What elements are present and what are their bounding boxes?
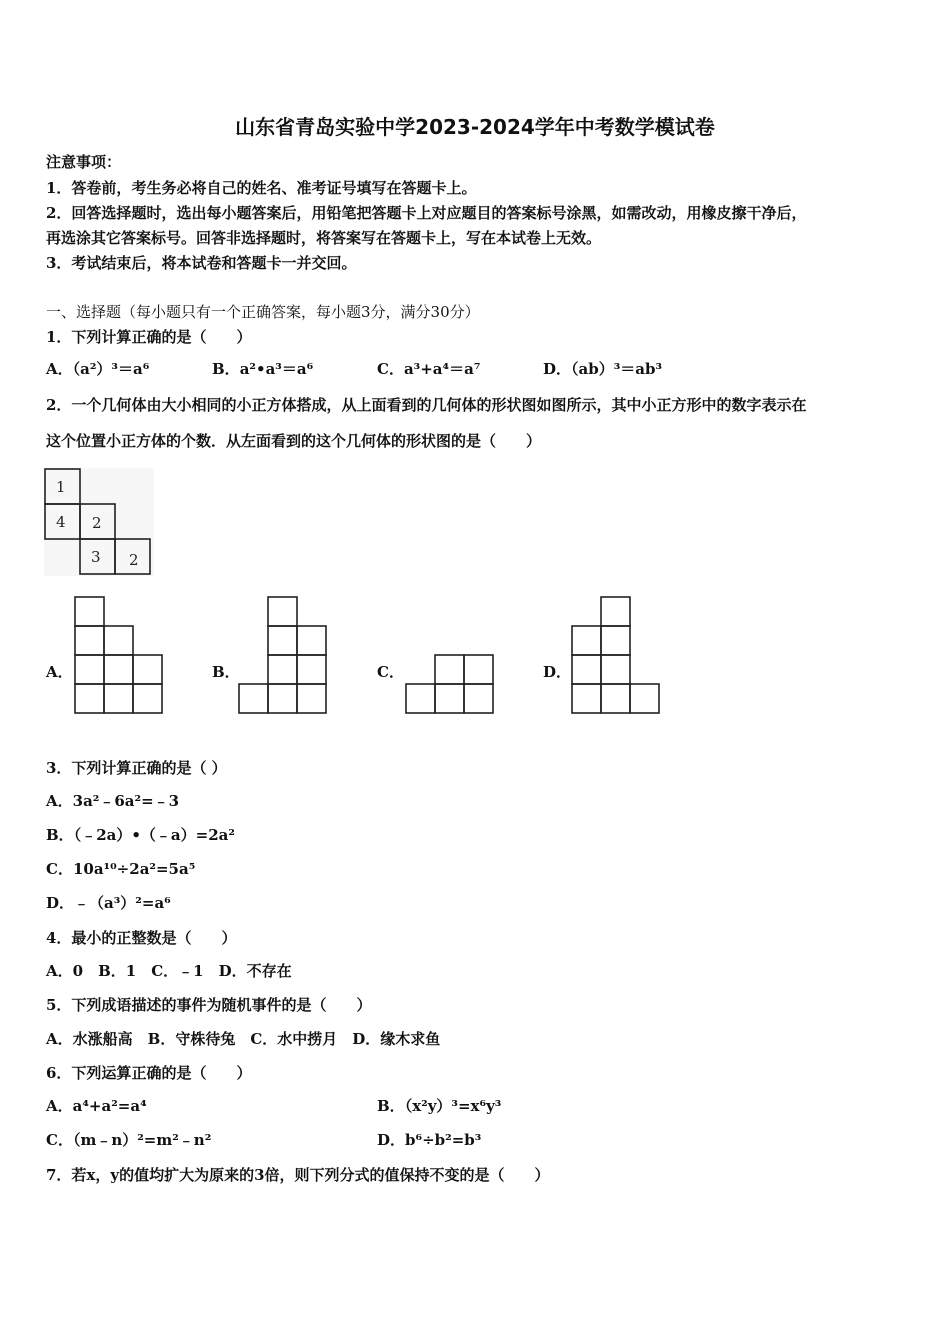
grid-cell	[75, 597, 104, 626]
grid-cell	[297, 684, 326, 713]
q6-option-a	[46, 1096, 147, 1116]
q2-option-b-figure	[236, 594, 330, 718]
grid-cell	[268, 684, 297, 713]
option-text: a³+a⁴＝a⁷	[403, 360, 481, 378]
q1-option-d	[543, 359, 662, 379]
question-stem: 4．最小的正整数是（ ）	[46, 929, 237, 947]
grid-cell	[268, 655, 297, 684]
cell-number: 1	[56, 478, 66, 496]
cell-number: 2	[129, 551, 139, 569]
top-view-figure	[44, 468, 156, 578]
grid-cell	[104, 684, 133, 713]
notes-item: 1．答卷前，考生务必将自己的姓名、准考证号填写在答题卡上。	[46, 179, 477, 197]
option-label: A．	[46, 1097, 73, 1115]
grid-cell	[104, 655, 133, 684]
option-text: a⁴+a²=a⁴	[72, 1097, 147, 1115]
option-text: a²•a³＝a⁶	[239, 360, 314, 378]
q6-option-b	[377, 1096, 501, 1116]
question-stem-cont: 这个位置小正方体的个数．从左面看到的这个几何体的形状图的是（ ）	[46, 432, 542, 450]
option-text: ﹣（a³）²=a⁶	[74, 894, 171, 912]
q1-option-a	[46, 359, 149, 379]
option-label: D．	[543, 360, 572, 378]
grid-cell	[297, 655, 326, 684]
q3-option-b	[46, 825, 235, 845]
q2-option-label-d: D．	[543, 663, 572, 681]
q1-option-b	[212, 359, 313, 379]
notes-heading: 注意事项：	[46, 153, 122, 171]
q2-option-d-figure	[569, 594, 663, 718]
grid-cell	[75, 626, 104, 655]
grid-cell	[75, 655, 104, 684]
grid-cell	[297, 626, 326, 655]
grid-cell	[239, 684, 268, 713]
q3-option-d	[46, 893, 171, 913]
grid-cell	[435, 655, 464, 684]
grid-cell	[601, 597, 630, 626]
grid-cell	[435, 684, 464, 713]
q2-option-c-figure	[403, 594, 497, 718]
question-stem: 6．下列运算正确的是（ ）	[46, 1064, 252, 1082]
grid-cell	[601, 684, 630, 713]
q2-option-label-b: B．	[212, 663, 240, 681]
option-label: D．	[46, 894, 75, 912]
grid-cell	[104, 626, 133, 655]
cell-number: 2	[92, 514, 102, 532]
option-text: 3a²﹣6a²=﹣3	[72, 792, 180, 810]
grid-cell	[406, 684, 435, 713]
cell-number: 4	[56, 513, 66, 531]
q6-option-c	[46, 1130, 211, 1150]
option-label: A．	[46, 792, 73, 810]
page-title: 山东省青岛实验中学2023-2024学年中考数学模试卷	[235, 115, 715, 139]
question-stem: 2．一个几何体由大小相同的小正方体搭成，从上面看到的几何体的形状图如图所示，其中小正方形中的数字表示在	[46, 396, 807, 414]
option-label: C．	[377, 360, 404, 378]
notes-item: 2．回答选择题时，选出每小题答案后，用铅笔把答题卡上对应题目的答案标号涂黑，如需改动，用橡皮擦干净后，	[46, 204, 807, 222]
option-label: C．	[46, 1131, 73, 1149]
grid-cell	[572, 626, 601, 655]
grid-cell	[601, 655, 630, 684]
q5-options: A．水涨船高 B．守株待兔 C．水中捞月 D．缘木求鱼	[46, 1030, 441, 1048]
option-text: （a²）³＝a⁶	[72, 360, 150, 378]
option-text: （﹣2a）•（﹣a）=2a²	[73, 826, 235, 844]
option-label: C．	[46, 860, 73, 878]
question-stem: 3．下列计算正确的是（ ）	[46, 759, 227, 777]
grid-cell	[464, 655, 493, 684]
question-stem: 7．若x，y的值均扩大为原来的3倍，则下列分式的值保持不变的是（ ）	[46, 1166, 550, 1184]
option-text: b⁶÷b²=b³	[405, 1131, 482, 1149]
q2-option-label-c: C．	[377, 663, 404, 681]
q6-option-d	[377, 1130, 481, 1150]
grid-cell	[572, 655, 601, 684]
option-text: 10a¹⁰÷2a²=5a⁵	[72, 860, 196, 878]
q2-option-a-figure	[72, 594, 166, 718]
grid-cell	[572, 684, 601, 713]
q4-options: A．0 B．1 C．﹣1 D．不存在	[46, 962, 292, 980]
notes-item: 再选涂其它答案标号。回答非选择题时，将答案写在答题卡上，写在本试卷上无效。	[46, 229, 602, 247]
option-label: A．	[46, 360, 73, 378]
option-text: （x²y）³=x⁶y³	[404, 1097, 502, 1115]
notes-item: 3．考试结束后，将本试卷和答题卡一并交回。	[46, 254, 357, 272]
grid-cell	[133, 655, 162, 684]
q3-option-a	[46, 791, 179, 811]
option-label: B．	[46, 826, 74, 844]
q2-option-label-a: A．	[46, 663, 73, 681]
option-label: B．	[212, 360, 240, 378]
grid-cell	[630, 684, 659, 713]
grid-cell	[601, 626, 630, 655]
section-heading: 一、选择题（每小题只有一个正确答案，每小题3分，满分30分）	[46, 303, 480, 321]
grid-cell	[75, 684, 104, 713]
question-stem: 1．下列计算正确的是（ ）	[46, 328, 252, 346]
option-label: B．	[377, 1097, 405, 1115]
cell-number: 3	[91, 548, 101, 566]
grid-cell	[268, 597, 297, 626]
question-stem: 5．下列成语描述的事件为随机事件的是（ ）	[46, 996, 372, 1014]
grid-cell	[268, 626, 297, 655]
q3-option-c	[46, 859, 195, 879]
option-text: （m﹣n）²=m²﹣n²	[72, 1131, 212, 1149]
option-text: （ab）³＝ab³	[571, 360, 663, 378]
grid-cell	[464, 684, 493, 713]
grid-cell	[133, 684, 162, 713]
option-label: D．	[377, 1131, 406, 1149]
q1-option-c	[377, 359, 480, 379]
